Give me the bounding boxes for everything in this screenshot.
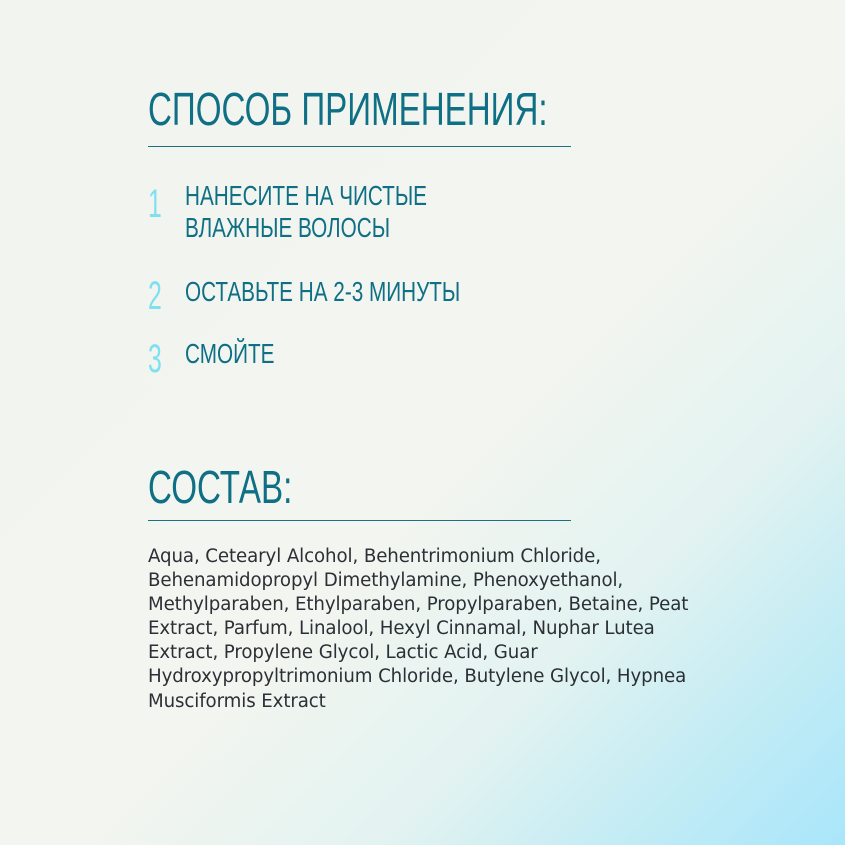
step-text-1-line-1: НАНЕСИТЕ НА ЧИСТЫЕ	[185, 180, 428, 211]
ingredients-line-2: Behenamidopropyl Dimethylamine, Phenoxyethanol,	[148, 570, 624, 592]
ingredients-line-3: Methylparaben, Ethylparaben, Propylparaben, Betaine, Peat	[148, 594, 689, 616]
ingredients-line-6: Hydroxypropyltrimonium Chloride, Butylene Glycol, Hypnea	[148, 666, 687, 688]
step-text-3-line-1: СМОЙТЕ	[185, 338, 275, 369]
ingredients-line-7: Musciformis Extract	[148, 690, 326, 712]
step-number-1: 1	[148, 182, 162, 226]
step-text-2-line-1: ОСТАВЬТЕ НА 2-3 МИНУТЫ	[185, 276, 461, 307]
ingredients-list	[148, 545, 708, 714]
ingredients-line-4: Extract, Parfum, Linalool, Hexyl Cinnamal, Nuphar Lutea	[148, 618, 655, 640]
ingredients-line-1: Aqua, Cetearyl Alcohol, Behentrimonium Chloride,	[148, 546, 601, 567]
step-text-3	[185, 338, 274, 370]
ingredients-line-5: Extract, Propylene Glycol, Lactic Acid, Guar	[148, 642, 538, 664]
step-number-2: 2	[148, 274, 162, 318]
usage-divider	[148, 146, 571, 147]
step-text-2	[185, 276, 460, 308]
step-text-1	[185, 180, 427, 244]
usage-heading: СПОСОБ ПРИМЕНЕНИЯ:	[148, 83, 548, 135]
composition-heading: СОСТАВ:	[148, 461, 293, 513]
composition-divider	[148, 520, 571, 521]
step-number-3: 3	[148, 337, 162, 381]
step-text-1-line-2: ВЛАЖНЫЕ ВОЛОСЫ	[185, 212, 391, 243]
